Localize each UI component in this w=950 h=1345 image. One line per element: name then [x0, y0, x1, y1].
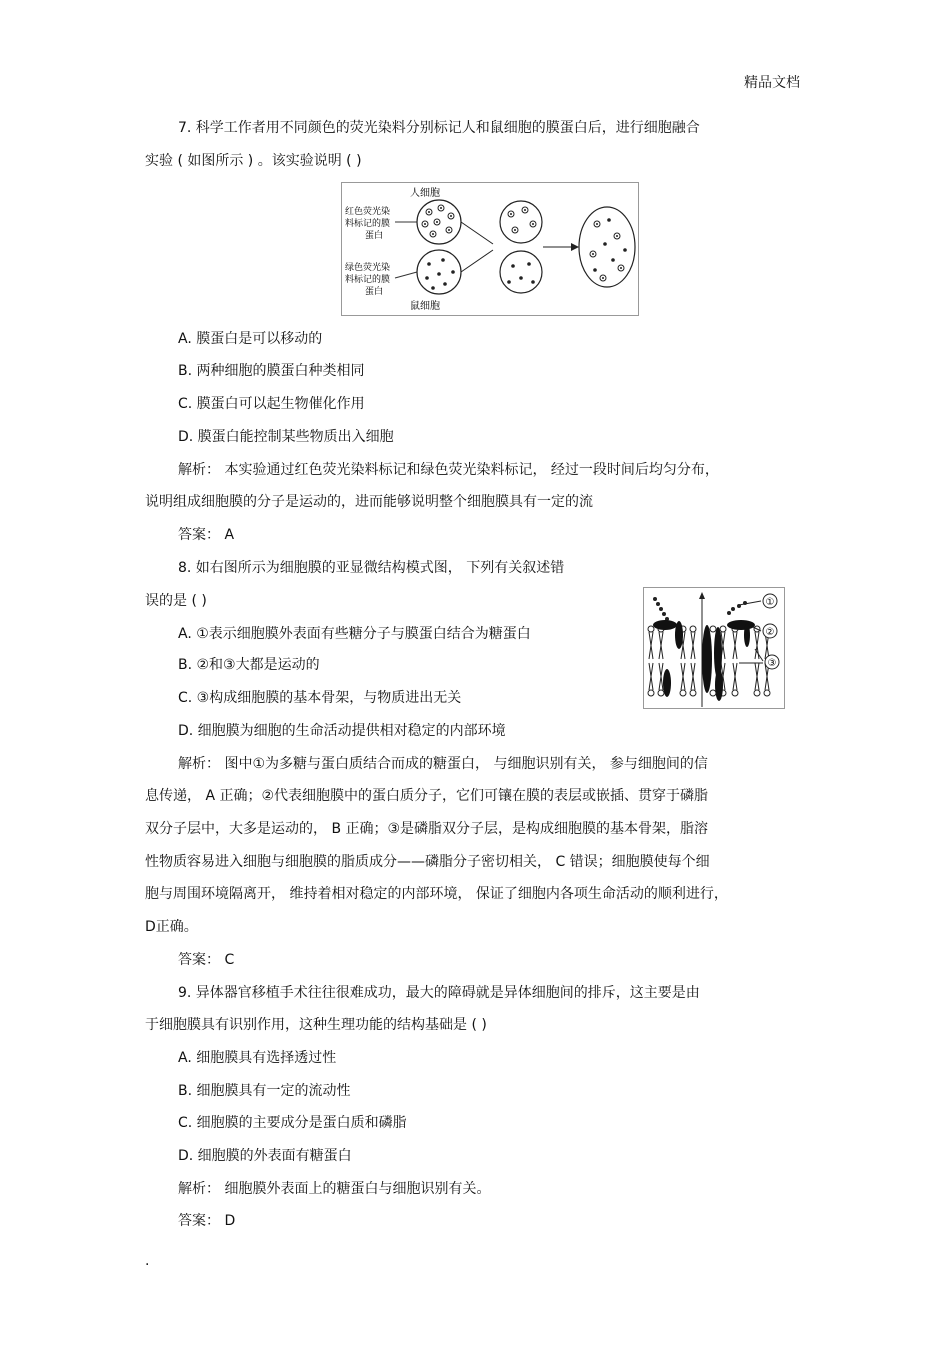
q7-option-d: D. 膜蛋白能控制某些物质出入细胞: [178, 429, 394, 445]
up-arrow-icon: [699, 592, 705, 599]
arrow-icon: [571, 243, 579, 251]
q8-membrane-figure: [643, 587, 785, 709]
q7-stem-line1: 7. 科学工作者用不同颜色的荧光染料分别标记人和鼠细胞的膜蛋白后，进行细胞融合: [178, 120, 700, 136]
q9-option-c: C. 细胞膜的主要成分是蛋白质和磷脂: [178, 1115, 407, 1131]
q8-stem-line1: 8. 如右图所示为细胞膜的亚显微结构模式图， 下列有关叙述错: [178, 560, 565, 576]
q8-analysis-line5: 胞与周围环境隔离开， 维持着相对稳定的内部环境， 保证了细胞内各项生命活动的顺利进行，: [145, 886, 728, 902]
q7-analysis-line2: 说明组成细胞膜的分子是运动的，进而能够说明整个细胞膜具有一定的流: [145, 494, 593, 510]
q9-option-d: D. 细胞膜的外表面有糖蛋白: [178, 1148, 352, 1164]
q9-stem-line1: 9. 异体器官移植手术往往很难成功，最大的障碍就是异体细胞间的排斥，这主要是由: [178, 985, 700, 1001]
q8-option-d: D. 细胞膜为细胞的生命活动提供相对稳定的内部环境: [178, 723, 506, 739]
q8-analysis-line3: 双分子层中，大多是运动的， B 正确；③是磷脂双分子层，是构成细胞膜的基本骨架，脂溶: [145, 821, 709, 837]
q7-option-b: B. 两种细胞的膜蛋白种类相同: [178, 363, 365, 379]
footer-mark: .: [145, 1253, 150, 1269]
q9-option-a: A. 细胞膜具有选择透过性: [178, 1050, 337, 1066]
human-cell-icon: [417, 200, 461, 244]
q9-analysis: 解析： 细胞膜外表面上的糖蛋白与细胞识别有关。: [178, 1181, 491, 1197]
q8-option-a: A. ①表示细胞膜外表面有些糖分子与膜蛋白结合为糖蛋白: [178, 626, 531, 642]
green-label-3: 蛋白: [365, 287, 384, 297]
mouse-cell-label: 鼠细胞: [410, 301, 440, 312]
q8-analysis-line4: 性物质容易进入细胞与细胞膜的脂质成分——磷脂分子密切相关， C 错误；细胞膜使每个细: [145, 854, 710, 870]
fusing-cell-icon: [500, 201, 542, 293]
fused-cell-icon: [579, 207, 635, 287]
q7-option-c: C. 膜蛋白可以起生物催化作用: [178, 396, 365, 412]
membrane-protein-icon: [653, 620, 755, 701]
red-label-1: 红色荧光染: [345, 207, 391, 217]
page-header-label: 精品文档: [744, 75, 800, 91]
q7-cell-fusion-figure: [341, 182, 639, 316]
q8-option-b: B. ②和③大都是运动的: [178, 657, 320, 673]
q7-analysis-line1: 解析： 本实验通过红色荧光染料标记和绿色荧光染料标记， 经过一段时间后均匀分布，: [178, 462, 719, 478]
label-2: ②: [765, 627, 775, 638]
q9-option-b: B. 细胞膜具有一定的流动性: [178, 1083, 351, 1099]
q8-analysis-line1: 解析： 图中①为多糖与蛋白质结合而成的糖蛋白， 与细胞识别有关， 参与细胞间的信: [178, 756, 708, 772]
green-label-1: 绿色荧光染: [345, 263, 391, 273]
red-label-2: 料标记的膜: [345, 219, 391, 229]
q7-option-a: A. 膜蛋白是可以移动的: [178, 331, 323, 347]
q7-stem-line2: 实验 ( 如图所示 ) 。该实验说明 ( ): [145, 153, 362, 169]
q8-analysis-line2: 息传递， A 正确；②代表细胞膜中的蛋白质分子，它们可镶在膜的表层或嵌插、贯穿于磷脂: [145, 788, 709, 804]
label-3: ③: [767, 658, 777, 669]
green-label-2: 料标记的膜: [345, 275, 391, 285]
q8-stem-line2: 误的是 ( ): [145, 593, 207, 609]
q8-answer: 答案： C: [178, 952, 235, 968]
label-1: ①: [765, 597, 775, 608]
human-cell-label: 人细胞: [410, 188, 440, 199]
red-label-3: 蛋白: [365, 231, 384, 241]
q7-answer: 答案： A: [178, 527, 235, 543]
q9-answer: 答案： D: [178, 1213, 236, 1229]
mouse-cell-icon: [417, 250, 461, 294]
q8-option-c: C. ③构成细胞膜的基本骨架，与物质进出无关: [178, 690, 462, 706]
glycoprotein-chain-icon: [653, 597, 747, 621]
q9-stem-line2: 于细胞膜具有识别作用，这种生理功能的结构基础是 ( ): [145, 1017, 487, 1033]
q8-analysis-line6: D正确。: [145, 919, 198, 935]
